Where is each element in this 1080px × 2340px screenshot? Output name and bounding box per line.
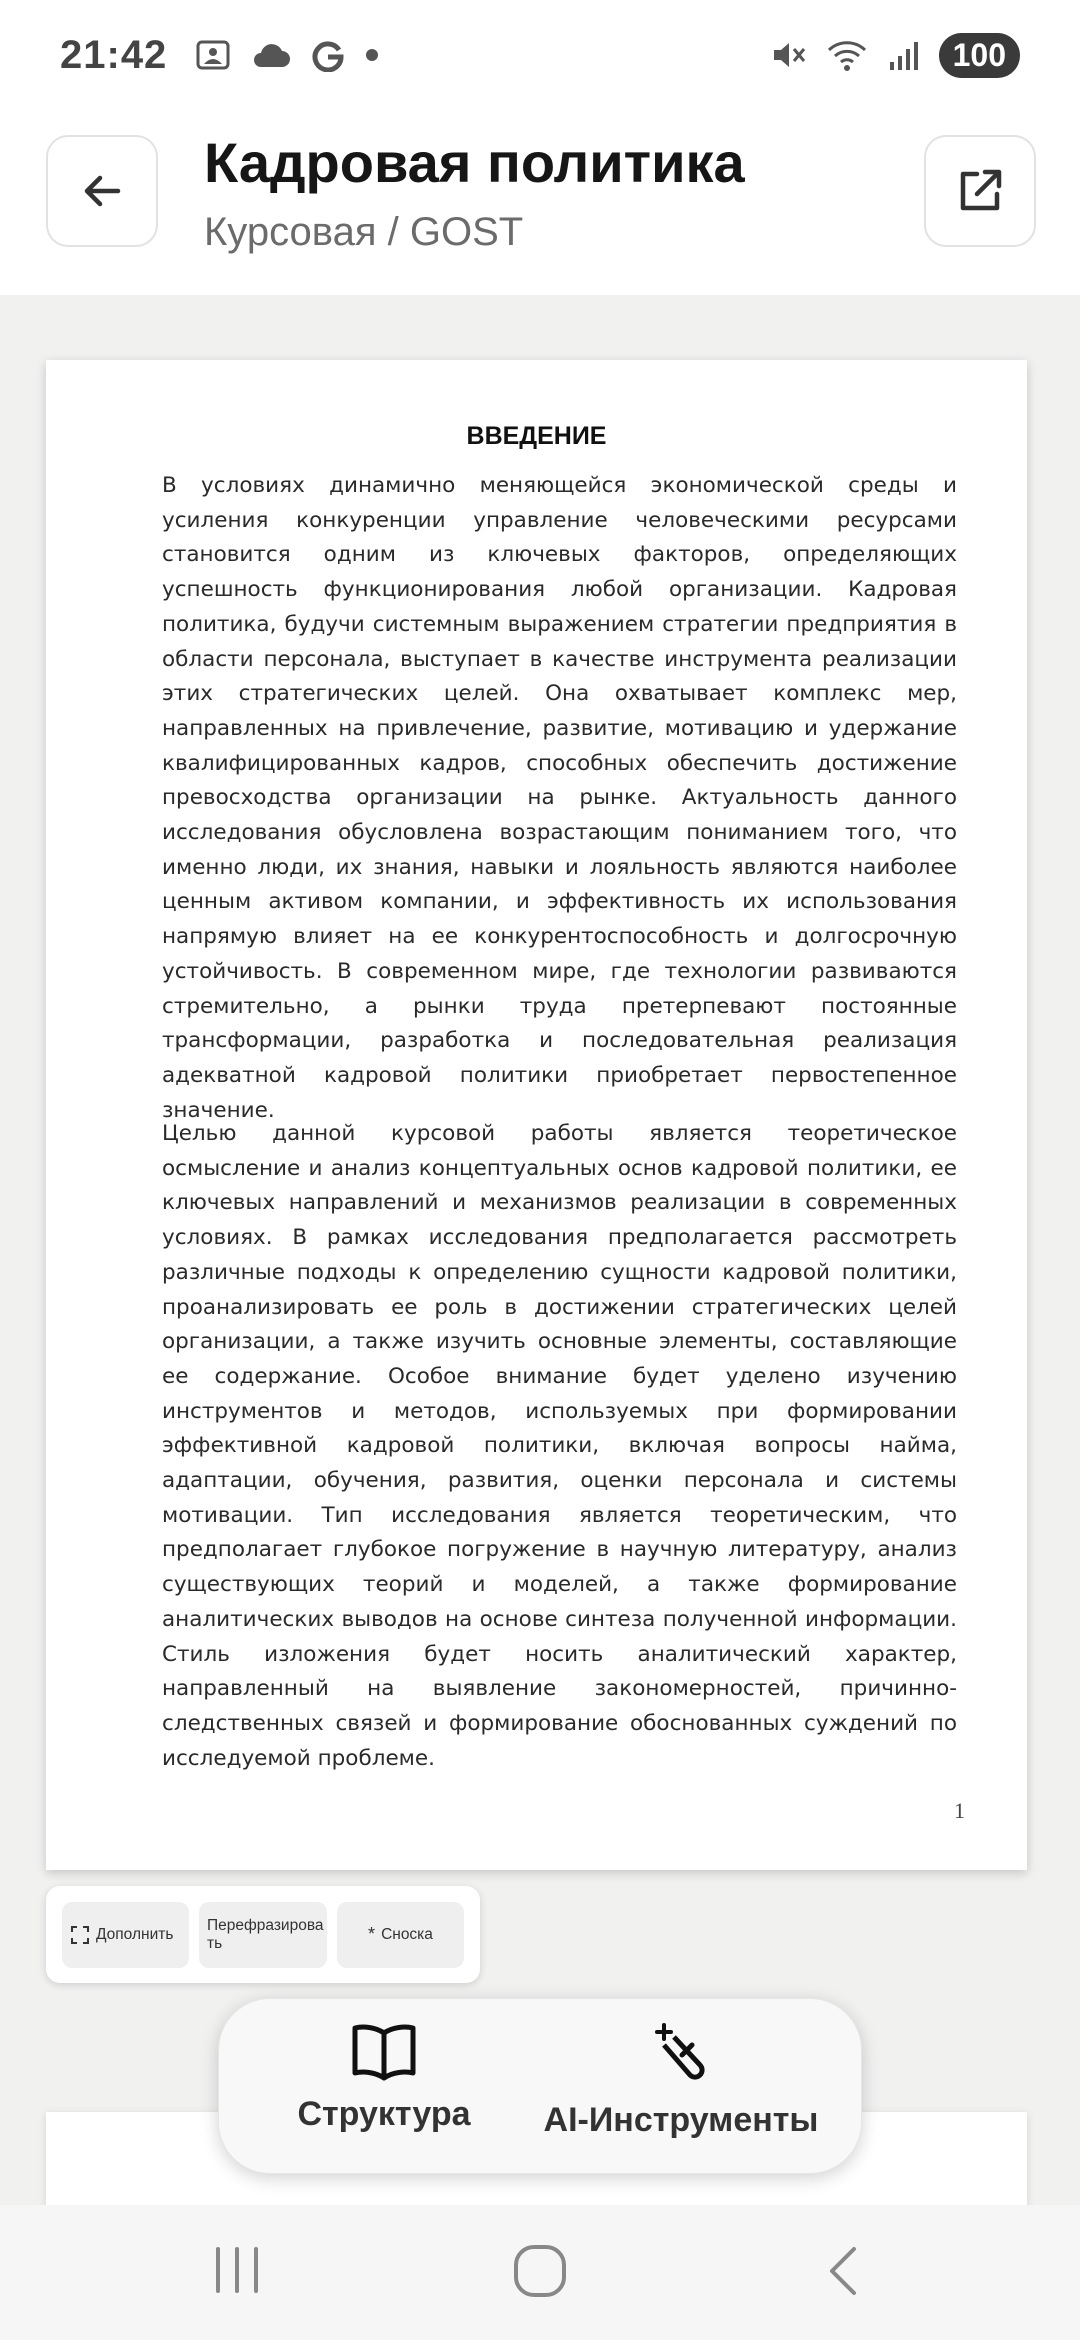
dot-icon: [365, 48, 379, 62]
wifi-icon: [825, 38, 869, 72]
back-chevron-icon: [822, 2243, 862, 2299]
ai-text-toolbar: [46, 1886, 480, 1983]
back-button[interactable]: [46, 135, 158, 247]
bottom-action-bar: [218, 1998, 862, 2174]
document-paragraph-1[interactable]: В условиях динамично меняющейся экономической среды и усиления конкуренции управление человеческими ресурсами становится одним из ключевых факторов, определяющих успешность функционирования любой организации. Кадровая политика, будучи системным выражением стратегии предприятия в области персонала, выступает в качестве инструмента реализации этих стратегических целей. Она охватывает комплекс мер, направленных на привлечение, развитие, мотивацию и удержание квалифицированных кадров, способных обеспечить достижение превосходства организации на рынке. Актуальность данного исследования обусловлена возрастающим пониманием того, что именно люди, их знания, навыки и лояльность являются наиболее ценным активом компании, и эффективность их использования напрямую влияет на ее конкурентоспособность и долгосрочную устойчивость. В современном мире, где технологии развиваются стремительно, а рынки труда претерпевают постоянные трансформации, разработка и последовательная реализация адекватной кадровой политики приобретает первостепенное значение.: [162, 473, 957, 1123]
back-nav-button[interactable]: [822, 2243, 862, 2304]
complete-label: Дополнить: [96, 1925, 174, 1943]
cloud-icon: [251, 41, 291, 69]
document-paragraph-2[interactable]: Целью данной курсовой работы является теоретическое осмысление и анализ концептуальных основ кадровой политики, ее ключевых направлений и механизмов реализации в современных условиях. В рамках исследования предполагается рассмотреть различные подходы к определению сущности кадровой политики, проанализировать ее роль в достижении стратегических целей организации, а также изучить основные элементы, составляющие ее содержание. Особое внимание будет уделено изучению инструментов и методов, используемых при формировании эффективной кадровой политики, включая вопросы найма, адаптации, обучения, развития, оценки персонала и системы мотивации. Тип исследования является теоретическим, что предполагает глубокое погружение в научную литературу, анализ существующих теорий и моделей, а также формирование аналитических выводов на основе синтеза полученной информации. Стиль изложения будет носить аналитический характер, направленный на выявление закономерностей, причинно-следственных связей и формирование обоснованных суждений по исследуемой проблеме.: [162, 1121, 957, 1771]
recents-button[interactable]: [212, 2243, 262, 2302]
mute-icon: [771, 38, 807, 72]
app-header: [0, 110, 1080, 295]
structure-button[interactable]: [289, 2021, 479, 2161]
ai-tools-label: AI-Инструменты: [543, 2101, 819, 2139]
footnote-label: Сноска: [381, 1925, 433, 1943]
page-subtitle: Курсовая / GOST: [204, 210, 524, 254]
page-title: Кадровая политика: [204, 131, 745, 194]
page-number: 1: [954, 1798, 965, 1823]
rephrase-label: Перефразирова ть: [207, 1916, 324, 1952]
external-link-icon: [953, 164, 1007, 218]
rephrase-button[interactable]: [199, 1902, 327, 1968]
recents-icon: [212, 2243, 262, 2297]
status-bar: [0, 0, 1080, 110]
home-icon: [512, 2243, 568, 2299]
battery-indicator: 100: [939, 33, 1020, 78]
book-icon: [351, 2021, 417, 2081]
home-button[interactable]: [512, 2243, 568, 2304]
open-external-button[interactable]: [924, 135, 1036, 247]
system-nav-bar: [0, 2205, 1080, 2340]
footnote-button[interactable]: [337, 1902, 464, 1968]
ai-tools-button[interactable]: [541, 2021, 821, 2161]
structure-label: Структура: [297, 2095, 471, 2133]
magic-wand-icon: [648, 2021, 714, 2087]
document-page[interactable]: [46, 360, 1027, 1870]
google-icon: [311, 38, 345, 72]
signal-icon: [887, 38, 921, 72]
image-icon: [195, 39, 231, 71]
asterisk-icon: *: [368, 1924, 376, 1944]
complete-button[interactable]: [62, 1902, 189, 1968]
arrow-left-icon: [78, 167, 126, 215]
expand-icon: [70, 1925, 90, 1945]
status-time: 21:42: [60, 32, 168, 77]
document-heading: ВВЕДЕНИЕ: [466, 422, 607, 450]
